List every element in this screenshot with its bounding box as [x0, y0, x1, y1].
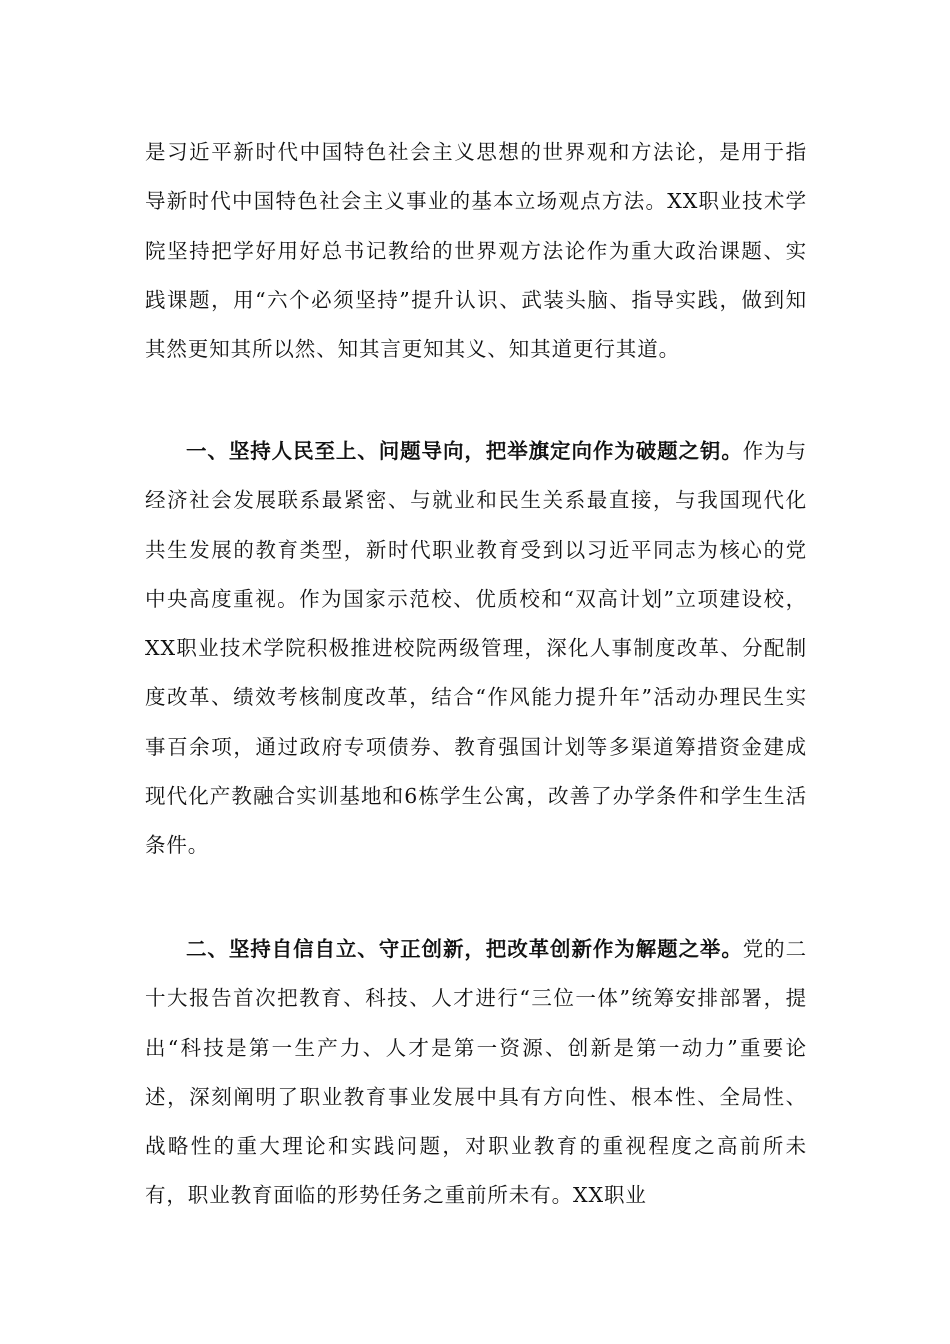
section-2-body: 党的二十大报告首次把教育、科技、人才进行“三位一体”统筹安排部署，提出“科技是第一生产力、人才是第一资源、创新是第一动力”重要论述，深刻阐明了职业教育事业发展中具有方向性、根本性、全局性、战略性的重大理论和实践问题，对职业教育的重视程度之高前所未有，职业教育面临的形势任务之重前所未有。XX职业 — [145, 937, 807, 1208]
section-1-body: 作为与经济社会发展联系最紧密、与就业和民生关系最直接，与我国现代化共生发展的教育类型，新时代职业教育受到以习近平同志为核心的党中央高度重视。作为国家示范校、优质校和“双高计划”立项建设校，XX职业技术学院积极推进校院两级管理，深化人事制度改革、分配制度改革、绩效考核制度改革，结合“作风能力提升年”活动办理民生实事百余项，通过政府专项债券、教育强国计划等多渠道筹措资金建成现代化产教融合实训基地和6栋学生公寓，改善了办学条件和学生生活条件。 — [145, 439, 807, 858]
intro-paragraph: 是习近平新时代中国特色社会主义思想的世界观和方法论，是用于指导新时代中国特色社会主义事业的基本立场观点方法。XX职业技术学院坚持把学好用好总书记教给的世界观方法论作为重大政治课题、实践课题，用“六个必须坚持”提升认识、武装头脑、指导实践，做到知其然更知其所以然、知其言更知其义、知其道更行其道。 — [145, 140, 807, 362]
section-2-paragraph — [145, 925, 807, 1221]
section-1-heading: 一、坚持人民至上、问题导向，把举旗定向作为破题之钥。 — [186, 439, 743, 463]
section-1-paragraph — [145, 427, 807, 871]
section-2-heading: 二、坚持自信自立、守正创新，把改革创新作为解题之举。 — [186, 937, 743, 961]
